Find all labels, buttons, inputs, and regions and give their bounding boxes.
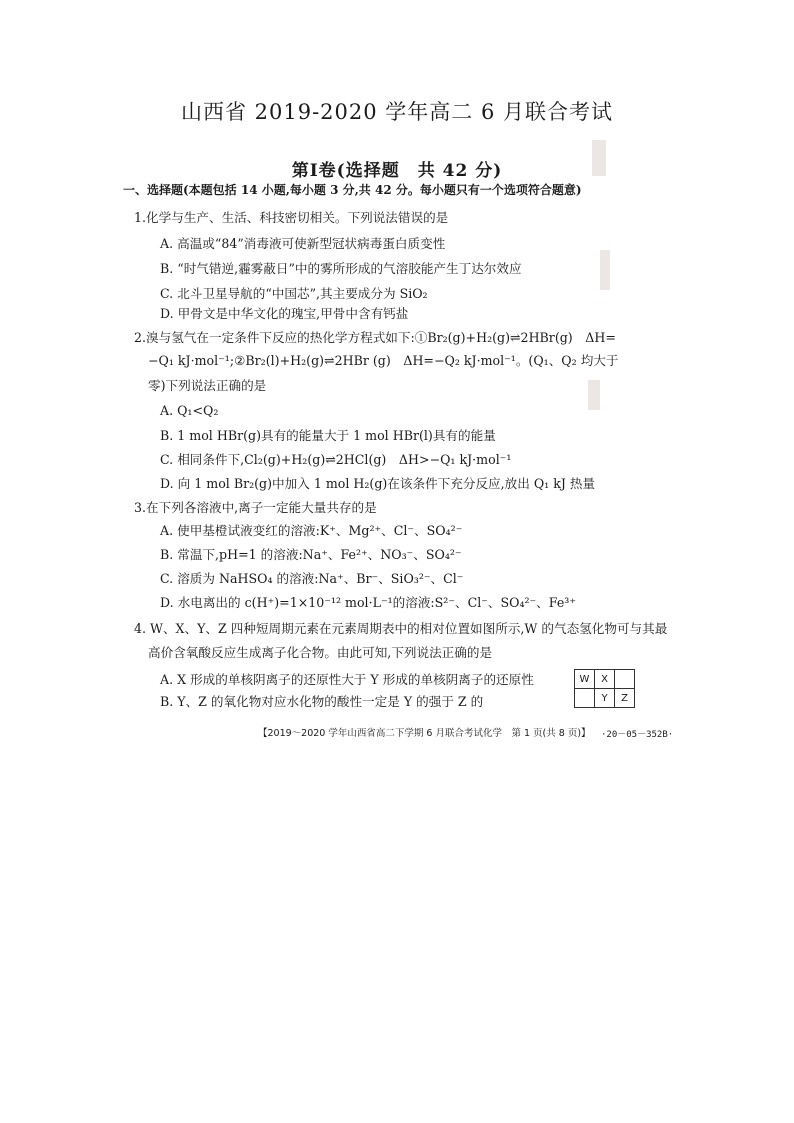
cell-empty (615, 670, 635, 689)
cell-y: Y (595, 689, 615, 708)
paper-code: ·20－05－352B· (601, 730, 674, 740)
question-4-stem-line2: 高价含氧酸反应生成离子化合物。由此可知,下列说法正确的是 (148, 645, 493, 660)
instructions: 一、选择题(本题包括 14 小题,每小题 3 分,共 42 分。每小题只有一个选项符合题意) (123, 183, 582, 197)
question-4-stem-line1: 4. W、X、Y、Z 四种短周期元素在元素周期表中的相对位置如图所示,W 的气态氢化物可与其最 (134, 621, 668, 636)
cell-z: Z (615, 689, 635, 708)
question-3-stem: 3.在下列各溶液中,离子一定能大量共存的是 (134, 500, 377, 515)
page-footer: 【2019～2020 学年山西省高二下学期 6 月联合考试化学 第 1 页(共 8 页)】 (258, 728, 591, 739)
page-title: 山西省 2019-2020 学年高二 6 月联合考试 (180, 100, 614, 124)
question-1-option-d: D. 甲骨文是中华文化的瑰宝,甲骨中含有钙盐 (160, 306, 409, 321)
question-2-option-d: D. 向 1 mol Br₂(g)中加入 1 mol H₂(g)在该条件下充分反应,放出 Q₁ kJ 热量 (160, 476, 596, 491)
cell-x: X (595, 670, 615, 689)
bleed-through-mark (588, 380, 600, 410)
question-2-option-c: C. 相同条件下,Cl₂(g)+H₂(g)⇌2HCl(g) ΔH>−Q₁ kJ·mol⁻¹ (160, 452, 512, 467)
question-3-option-c: C. 溶质为 NaHSO₄ 的溶液:Na⁺、Br⁻、SiO₃²⁻、Cl⁻ (160, 571, 464, 586)
periodic-table-fragment (574, 669, 635, 708)
question-2-option-b: B. 1 mol HBr(g)具有的能量大于 1 mol HBr(l)具有的能量 (160, 428, 496, 443)
question-4-option-a: A. X 形成的单核阴离子的还原性大于 Y 形成的单核阴离子的还原性 (160, 672, 534, 687)
section-title: 第Ⅰ卷(选择题 共 42 分) (291, 161, 503, 181)
question-2-stem-line3: 零)下列说法正确的是 (148, 378, 267, 393)
question-2-stem-line2: −Q₁ kJ·mol⁻¹;②Br₂(l)+H₂(g)⇌2HBr (g) ΔH=−Q₂ kJ·mol⁻¹。(Q₁、Q₂ 均大于 (148, 353, 619, 368)
question-1-option-a: A. 高温或“84”消毒液可使新型冠状病毒蛋白质变性 (160, 236, 446, 251)
question-1-option-c: C. 北斗卫星导航的“中国芯”,其主要成分为 SiO₂ (160, 286, 428, 301)
question-2-option-a: A. Q₁<Q₂ (160, 403, 219, 418)
question-4-option-b: B. Y、Z 的氧化物对应水化物的酸性一定是 Y 的强于 Z 的 (160, 694, 484, 709)
question-3-option-a: A. 使甲基橙试液变红的溶液:K⁺、Mg²⁺、Cl⁻、SO₄²⁻ (160, 523, 463, 538)
cell-empty (575, 689, 595, 708)
question-3-option-b: B. 常温下,pH=1 的溶液:Na⁺、Fe²⁺、NO₃⁻、SO₄²⁻ (160, 547, 462, 562)
question-2-stem-line1: 2.溴与氢气在一定条件下反应的热化学方程式如下:①Br₂(g)+H₂(g)⇌2HBr(g) ΔH= (134, 330, 616, 345)
bleed-through-mark (600, 250, 610, 290)
question-1-stem: 1.化学与生产、生活、科技密切相关。下列说法错误的是 (134, 210, 449, 225)
question-3-option-d: D. 水电离出的 c(H⁺)=1×10⁻¹² mol·L⁻¹的溶液:S²⁻、Cl⁻、SO₄²⁻、Fe³⁺ (160, 595, 576, 610)
question-1-option-b: B. “时气错逆,霾雾蔽日”中的雾所形成的气溶胶能产生丁达尔效应 (160, 261, 522, 276)
cell-w: W (575, 670, 595, 689)
